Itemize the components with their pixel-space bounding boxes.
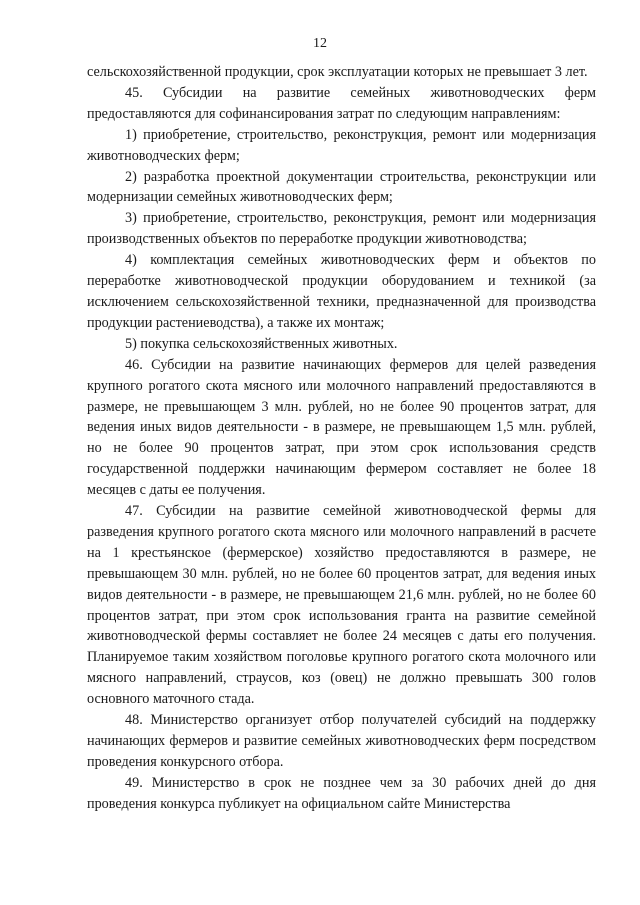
paragraph-49: 49. Министерство в срок не позднее чем за 30 рабочих дней до дня проведения конкурса публикует на официальном сайте Министерства xyxy=(87,774,596,812)
list-item-5: 5) покупка сельскохозяйственных животных. xyxy=(125,335,398,352)
paragraph-47: 47. Субсидии на развитие семейной животноводческой фермы для разведения крупного рогатого скота мясного или молочного направлений в расчете на 1 крестьянское (фермерское) хозяйство предоставляются в размере, не превышающем 30 млн. рублей, но не более 60 процентов затрат, для ведения иных видов деятельности - в размере, не превышающем 21,6 млн. рублей, но не более 60 процентов затрат, при этом срок использования гранта на развитие семейной животноводческой фермы составляет не более 24 месяцев с даты его получения. Планируемое таким хозяйством поголовье крупного рогатого скота молочного или мясного направлений, страусов, коз (овец) не должно превышать 300 голов основного маточного стада. xyxy=(87,503,596,708)
list-item-3: 3) приобретение, строительство, реконструкция, ремонт или модернизация производственных объектов по переработке продукции животноводства; xyxy=(87,210,596,248)
document-body xyxy=(87,62,596,815)
paragraph-continuation: сельскохозяйственной продукции, срок эксплуатации которых не превышает 3 лет. xyxy=(87,64,588,80)
list-item-2: 2) разработка проектной документации строительства, реконструкции или модернизации семейных животноводческих ферм; xyxy=(87,168,596,206)
paragraph-45: 45. Субсидии на развитие семейных животноводческих ферм предоставляются для софинансирования затрат по следующим направлениям: xyxy=(87,84,596,122)
paragraph-46: 46. Субсидии на развитие начинающих фермеров для целей разведения крупного рогатого скота мясного или молочного направлений предоставляются в размере, не превышающем 3 млн. рублей, но не более 90 процентов затрат, для ведения иных видов деятельности - в размере, не превышающем 1,5 млн. рублей, но не более 90 процентов затрат, при этом срок использования средств государственной поддержки начинающим фермером составляет не более 18 месяцев с даты ее получения. xyxy=(87,356,596,499)
list-item-4: 4) комплектация семейных животноводческих ферм и объектов по переработке животноводческой продукции оборудованием и техникой (за исключением сельскохозяйственной техники, предназначенной для производства продукции растениеводства), а также их монтаж; xyxy=(87,252,596,331)
page-number: 12 xyxy=(313,36,327,51)
paragraph-48: 48. Министерство организует отбор получателей субсидий на поддержку начинающих фермеров и развитие семейных животноводческих ферм посредством проведения конкурсного отбора. xyxy=(87,712,596,770)
list-item-1: 1) приобретение, строительство, реконструкция, ремонт или модернизация животноводческих ферм; xyxy=(87,126,596,164)
